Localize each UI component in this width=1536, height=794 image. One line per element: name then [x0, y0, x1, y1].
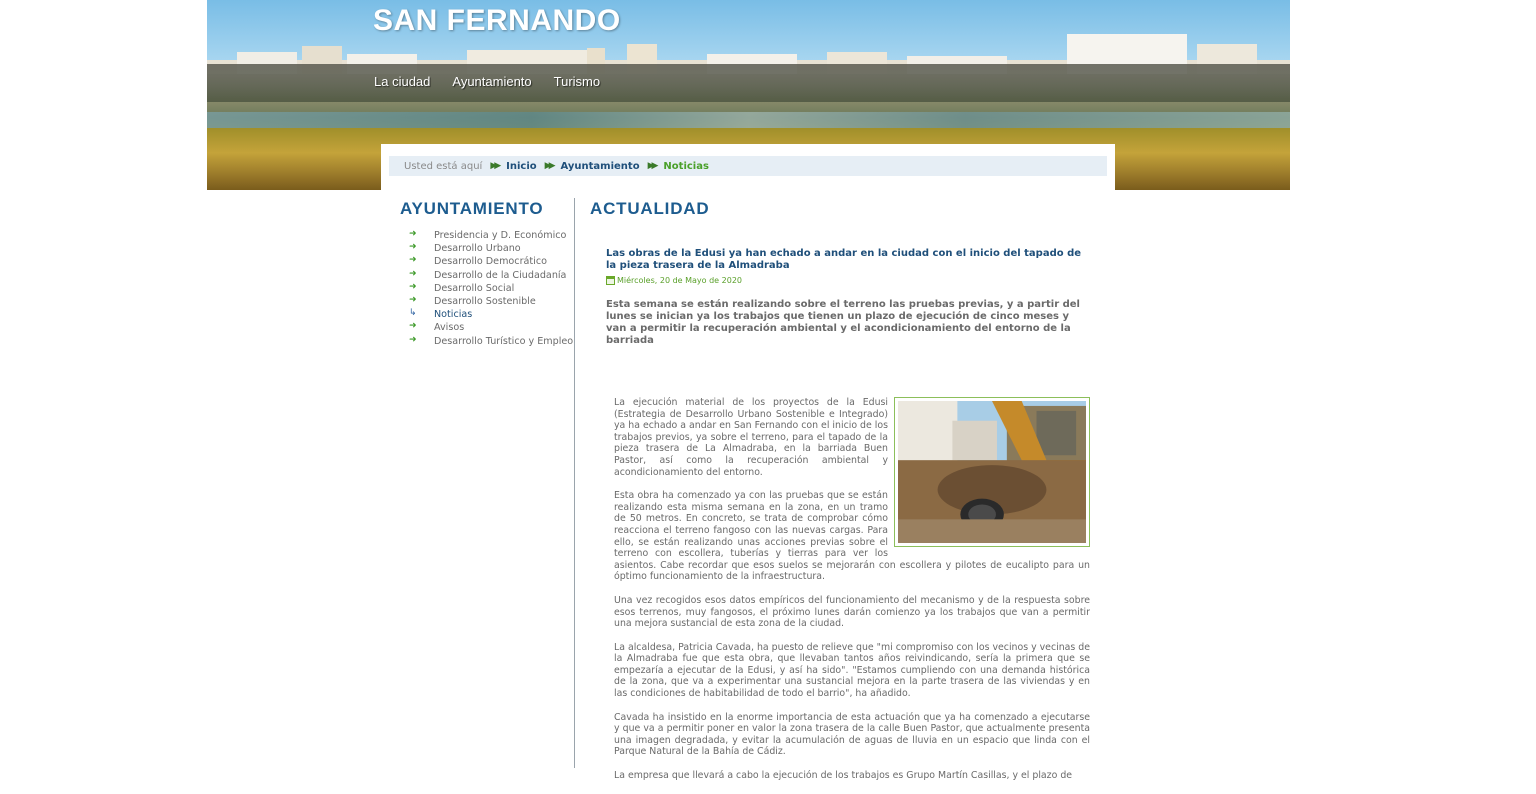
arrow-bullet-icon: ➜ [409, 294, 417, 305]
sidebar-item-desarrollo-sostenible[interactable] [400, 295, 580, 308]
article-paragraph: La empresa que llevará a cabo la ejecución de los trabajos es Grupo Martín Casillas, y el plazo de [614, 770, 1073, 782]
sidebar-item-desarrollo-ciudadania[interactable] [400, 269, 580, 282]
sidebar-item-label[interactable]: Presidencia y D. Económico [434, 230, 567, 241]
arrow-bullet-icon: ➜ [409, 242, 417, 253]
sidebar-item-label[interactable]: Desarrollo Social [434, 282, 515, 294]
article-photo[interactable] [894, 397, 1090, 547]
article-body [606, 397, 1090, 782]
sidebar-item-desarrollo-social[interactable] [400, 282, 580, 295]
double-arrow-icon: ▶▶ [647, 161, 656, 171]
article-paragraph: Esta obra ha comenzado ya con las pruebas que se están realizando esta misma semana en la zona, en un tramo de 50 metros. En concreto, se trata de comprobar cómo reacciona el terreno fangoso con las nuevas cargas. Para ello, se están realizando unas acciones previas sobre el terreno con escollera, tuberías y tierras para ver los asientos. Cabe recordar que esos suelos se mejorarán con escollera y pilotes de eucalipto para un óptimo funcionamiento de la infraestructura. [614, 490, 1090, 583]
sidebar-item-desarrollo-turistico[interactable] [400, 335, 580, 348]
arrow-bullet-icon: ➜ [409, 321, 417, 332]
arrow-bullet-icon: ➜ [409, 229, 417, 239]
article-paragraph: La alcaldesa, Patricia Cavada, ha puesto de relieve que "mi compromiso con los vecinos y vecinas de la Almadraba fue que esta obra, que llevaban tantos años reivindicando, sería la primera que se empezaría a ejecutar de la Edusi, y así ha sido". "Estamos cumpliendo con una demanda histórica de la zona, que va a experimentar una sustancial mejora en la parte trasera de las viviendas y en las condiciones de habitabilidad de todo el barrio", ha añadido. [614, 641, 1090, 700]
sidebar-item-label[interactable]: Desarrollo Sostenible [434, 295, 536, 307]
article-lead: Esta semana se están realizando sobre el terreno las pruebas previas, y a partir del lunes se inician ya los trabajos que tienen un plazo de ejecución de cinco meses y van a permitir la recuperación ambiental y el acondicionamiento del entorno de la barriada [606, 299, 1080, 346]
breadcrumb [389, 156, 1107, 176]
breadcrumb-current: Noticias [663, 160, 709, 172]
sidebar-item-avisos[interactable] [400, 321, 580, 334]
sidebar-item-label[interactable]: Desarrollo Turístico y Empleo [434, 335, 574, 347]
arrow-bullet-icon: ➜ [409, 255, 417, 266]
sidebar-item-presidencia[interactable] [400, 229, 580, 242]
sidebar-item-label[interactable]: Desarrollo Democrático [434, 256, 547, 268]
news-article [606, 248, 1090, 794]
sidebar-title: AYUNTAMIENTO [400, 199, 544, 218]
article-date [606, 276, 1090, 285]
nav-item-la-ciudad[interactable]: La ciudad [374, 74, 431, 89]
article-paragraph: Una vez recogidos esos datos empíricos del funcionamiento del mecanismo y de la respuesta sobre esos terrenos, muy fangosos, el próximo lunes darán comienzo ya los trabajos que van a permitir una mejora sustancial de esta zona de la ciudad. [614, 594, 1090, 630]
sidebar-item-desarrollo-urbano[interactable] [400, 242, 580, 255]
content-panel [381, 144, 1115, 782]
sidebar-item-label[interactable]: Desarrollo de la Ciudadanía [434, 269, 567, 281]
article-date-text: Miércoles, 20 de Mayo de 2020 [617, 276, 742, 285]
active-arrow-icon: ↳ [409, 308, 417, 319]
nav-item-turismo[interactable]: Turismo [553, 74, 601, 89]
arrow-bullet-icon: ➜ [409, 334, 417, 345]
nav-item-ayuntamiento[interactable]: Ayuntamiento [452, 74, 532, 89]
breadcrumb-link-inicio[interactable]: Inicio [506, 160, 537, 172]
sidebar-item-noticias[interactable] [400, 308, 580, 321]
section-title: ACTUALIDAD [590, 199, 710, 218]
site-title: SAN FERNANDO [373, 4, 621, 37]
sidebar-menu [400, 229, 580, 348]
double-arrow-icon: ▶▶ [490, 161, 499, 171]
arrow-bullet-icon: ➜ [409, 268, 417, 279]
article-paragraph: La ejecución material de los proyectos de la Edusi (Estrategia de Desarrollo Urbano Sostenible e Integrado) ya ha echado a andar en San Fernando con el inicio de los trabajos previos, ya sobre el terreno, para el tapado de la pieza trasera de La Almadraba, en la barriada Buen Pastor, así como la recuperación ambiental y acondicionamiento del entorno. [614, 397, 888, 478]
arrow-bullet-icon: ➜ [409, 281, 417, 292]
top-navigation [374, 74, 600, 89]
sidebar-item-label[interactable]: Desarrollo Urbano [434, 243, 521, 255]
article-title: Las obras de la Edusi ya han echado a andar en la ciudad con el inicio del tapado de la pieza trasera de la Almadraba [606, 248, 1082, 271]
breadcrumb-label: Usted está aquí [404, 160, 483, 172]
sidebar-item-label[interactable]: Avisos [434, 322, 465, 334]
calendar-icon [606, 276, 615, 285]
article-paragraph: Cavada ha insistido en la enorme importancia de esta actuación que ya ha comenzado a ejecutarse y que va a permitir poner en valor la zona trasera de la calle Buen Pastor, que actualmente presenta una imagen degradada, y evitar la acumulación de aguas de lluvia en un espacio que linda con el Parque Natural de la Bahía de Cádiz. [614, 711, 1090, 758]
sidebar [400, 199, 580, 348]
double-arrow-icon: ▶▶ [544, 161, 553, 171]
excavator-photo-image [898, 401, 1086, 543]
column-divider [574, 198, 575, 768]
sidebar-item-desarrollo-democratico[interactable] [400, 255, 580, 268]
nav-band [207, 64, 1290, 102]
breadcrumb-link-ayuntamiento[interactable]: Ayuntamiento [560, 160, 640, 172]
sidebar-item-label[interactable]: Noticias [434, 309, 473, 321]
